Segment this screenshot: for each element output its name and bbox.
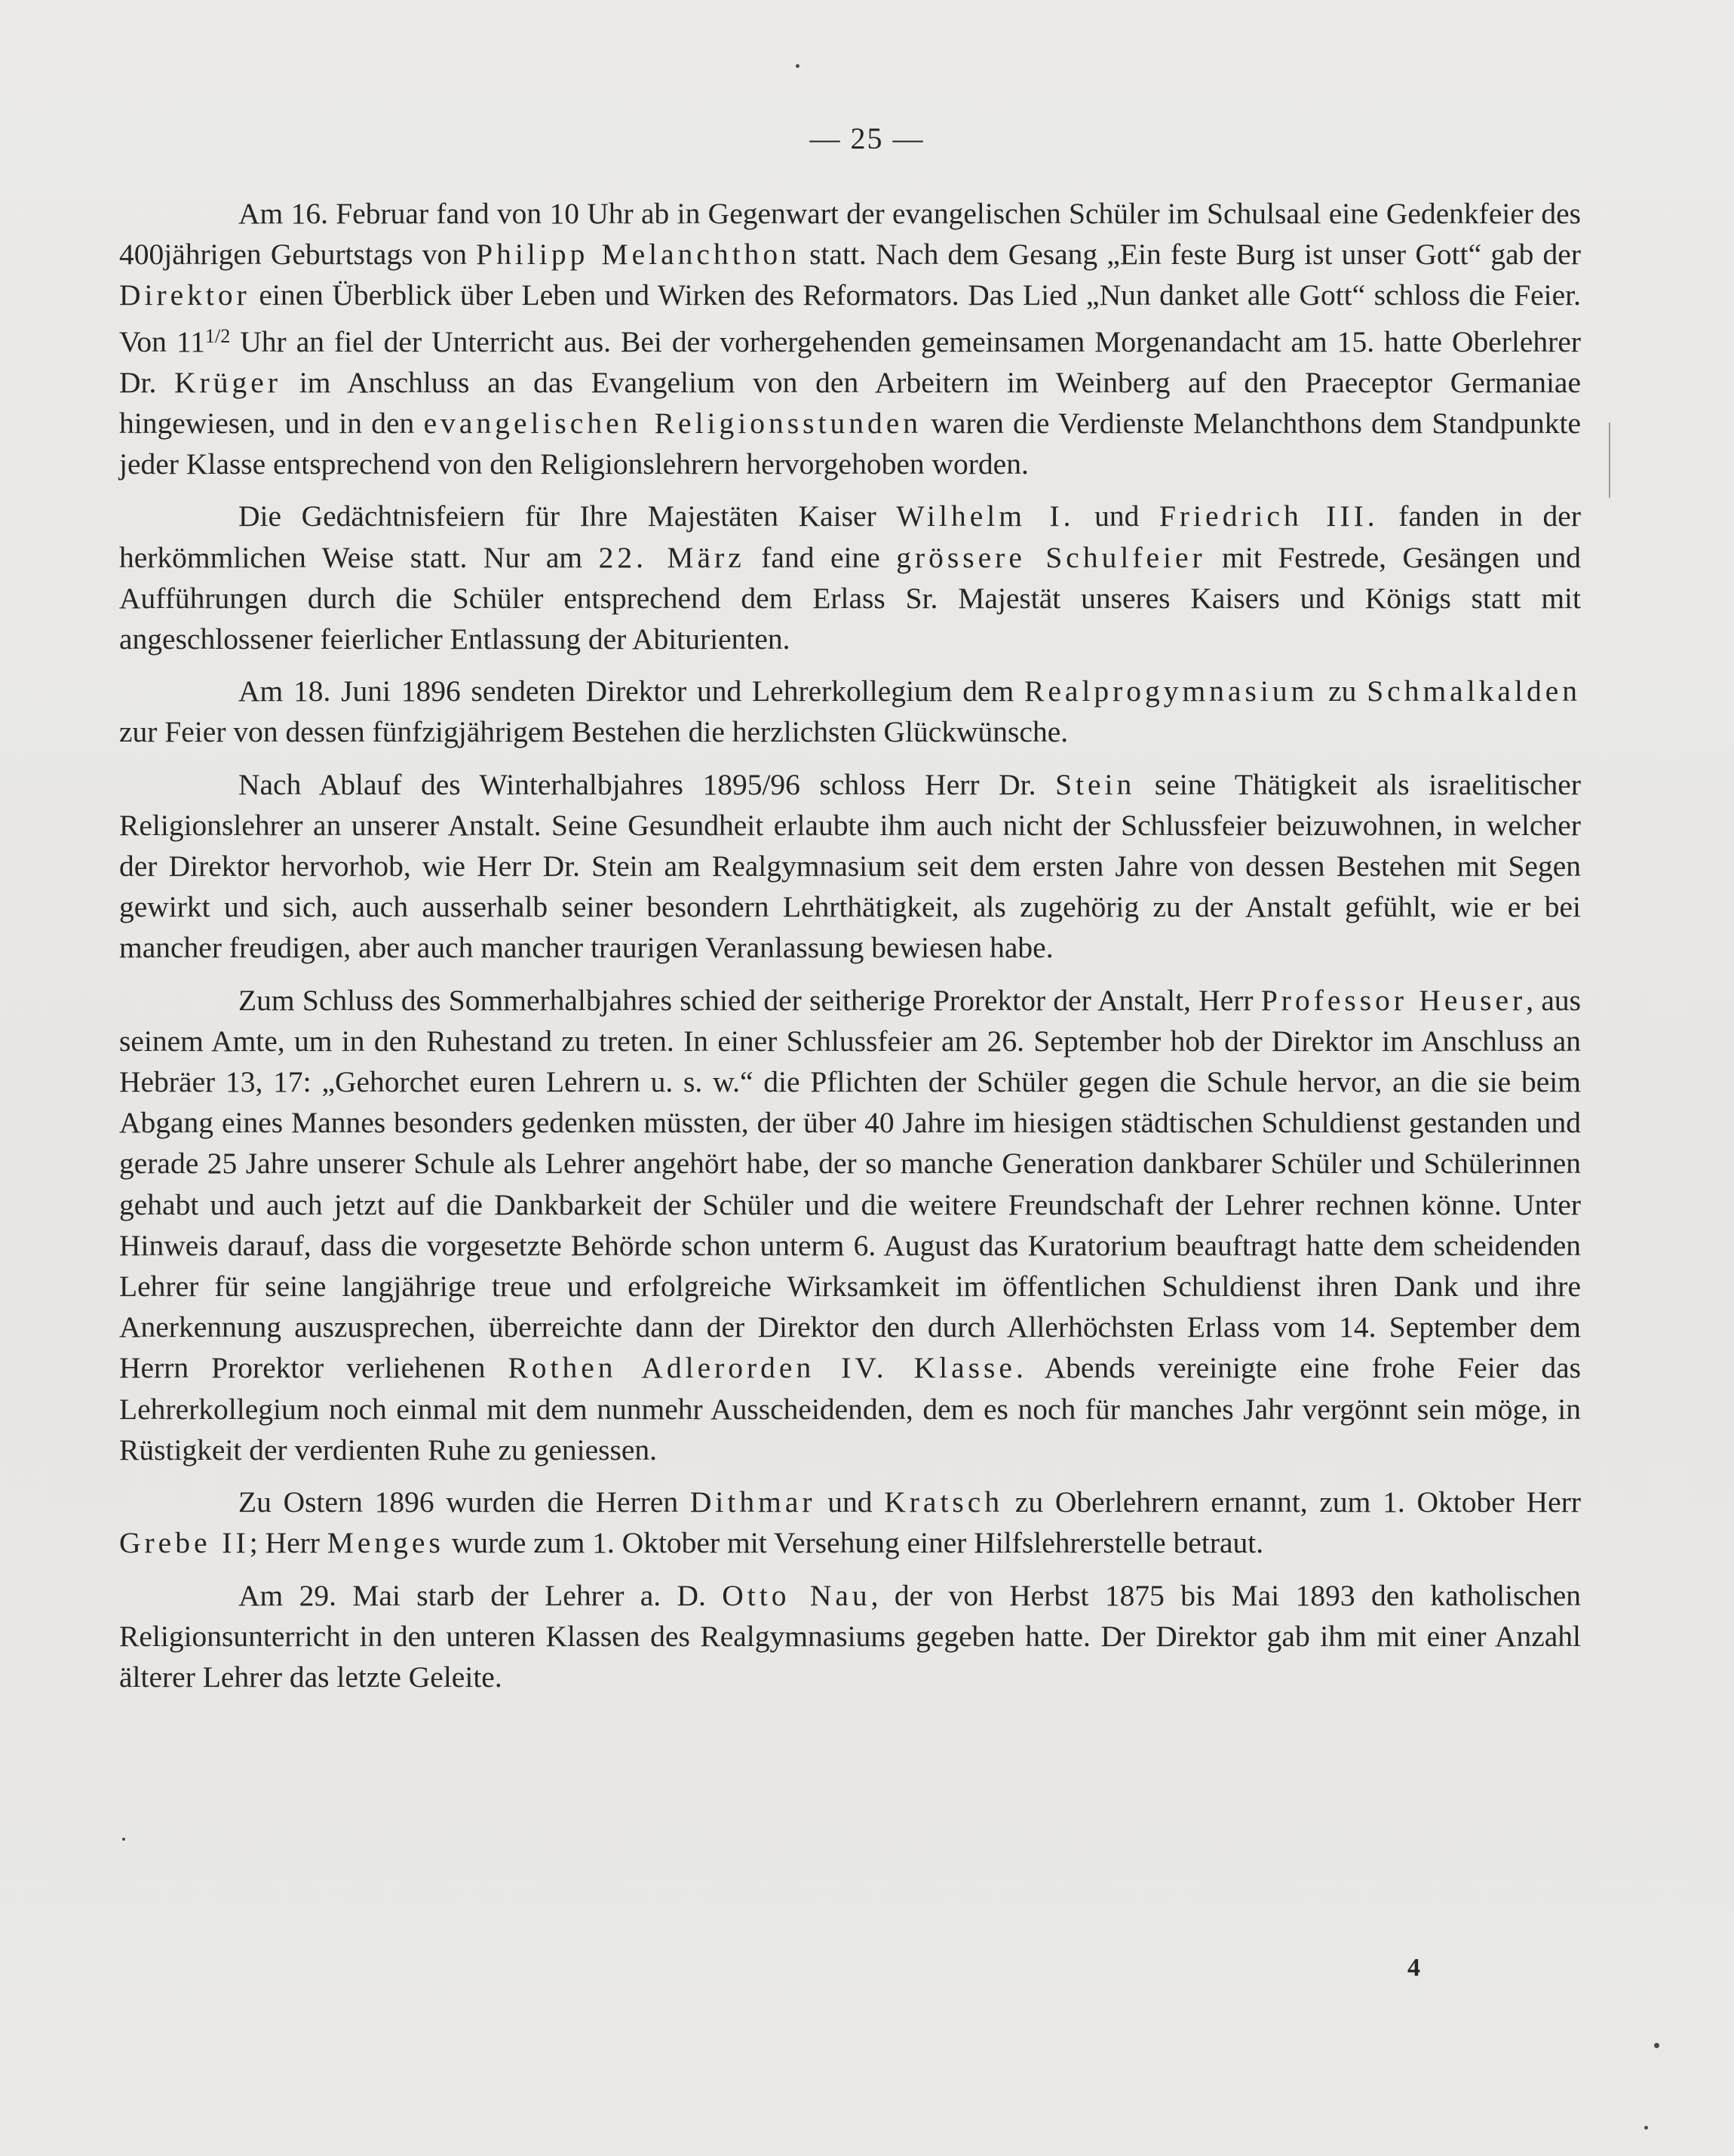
spaced-name-kratsch: Kratsch xyxy=(884,1485,1004,1519)
spaced-name-melanchthon: Philipp Melanchthon xyxy=(476,238,800,272)
spaced-name-otto-nau: Otto Nau xyxy=(722,1578,871,1612)
text-run: Uhr an fiel der Unterricht aus. Bei der vorhergehenden gemeinsamen Morgenandacht am 15. hatte Oberlehrer Dr. xyxy=(119,324,1582,399)
text-run: , aus seinem Amte, um in den Ruhestand zu treten. In einer Schlussfeier am 26. September hob der Direktor im Anschluss an Hebräer 13, 17: „Gehorchet euren Lehrern u. s. w.“ die Pflichten der Schüler gegen die Schule hervor, an die sie beim Abgang eines Mannes besonders gedenken müssten, der über 40 Jahre im hiesigen städtischen Schuldienst gestanden und gerade 25 Jahre unserer Schule als Lehrer angehört habe, der so manche Generation dankbarer Schüler und Schülerinnen gehabt und auch jetzt auf die Dankbarkeit der Schüler und die weitere Freundschaft der Lehrer rechnen könne. Unter Hinweis darauf, dass die vorgesetzte Behörde schon unterm 6. August das Kuratorium beauftragt hatte dem scheidenden Lehrer für seine langjährige treue und erfolgreiche Wirksamkeit im öffentlichen Schuldienst ihren Dank und ihre Anerkennung auszusprechen, überreichte dann der Direktor den durch Allerhöchsten Erlass vom 14. September dem Herrn Prorektor verliehenen xyxy=(119,983,1582,1385)
spaced-name-menges: Menges xyxy=(327,1526,444,1560)
text-run: , der von Herbst 1875 bis Mai 1893 den katholischen Religionsunterricht in den unteren Klassen des Realgymnasiums gegeben hatte. Der Direktor gab ihm mit einer Anzahl älterer Lehrer das letzte Geleite. xyxy=(119,1578,1581,1694)
spaced-word-direktor: Direktor xyxy=(119,278,250,312)
text-run: zur Feier von dessen fünfzigjährigem Bestehen die herzlichsten Glückwünsche. xyxy=(119,715,1069,749)
text-run: einen Überblick über Leben und Wirken des Reformators. Das Lied „Nun danket alle Gott“ schloss die Feier. Von 11 xyxy=(119,278,1581,358)
text-run: Die Gedächtnisfeiern für Ihre Majestäten Kaiser xyxy=(238,499,897,533)
binding-shadow xyxy=(1609,422,1610,498)
signature-mark: 4 xyxy=(1407,1954,1420,1982)
paragraph-schmalkalden xyxy=(119,671,1581,752)
spaced-name-dithmar: Dithmar xyxy=(689,1485,816,1519)
spaced-name-friedrich: Friedrich III. xyxy=(1159,499,1379,533)
spaced-name-stein: Stein xyxy=(1055,767,1136,801)
dust-speck xyxy=(796,64,799,68)
text-run: Zum Schluss des Sommerhalbjahres schied der seitherige Prorektor der Anstalt, Herr xyxy=(238,983,1261,1017)
dust-speck xyxy=(122,1838,125,1841)
text-run: fanden in der herkömmlichen Weise statt. Nur am xyxy=(119,499,1581,574)
text-run: . Abends vereinigte eine frohe Feier das Lehrerkollegium noch einmal mit dem nunmehr Ausscheidenden, dem es noch für manches Jahr vergönnt sein möge, in Rüstigkeit der verdienten Ruhe zu geniessen. xyxy=(119,1351,1581,1467)
spaced-word-schmalkalden: Schmalkalden xyxy=(1367,674,1581,708)
text-run: mit Festrede, Gesängen und Aufführungen durch die Schüler entsprechend dem Erlass Sr. Majestät unseres Kaisers und Königs statt mit angeschlossener feierlicher Entlassung der Abiturienten. xyxy=(119,540,1581,656)
body-text xyxy=(119,193,1581,1709)
spaced-date-maerz: 22. März xyxy=(598,540,745,574)
text-run: und xyxy=(1074,499,1159,533)
dust-speck xyxy=(1654,2043,1659,2048)
text-run: ; Herr xyxy=(249,1526,327,1560)
page-number: — 25 — xyxy=(809,121,925,155)
text-run: fand eine xyxy=(744,540,897,574)
spaced-phrase-schulfeier: grössere Schulfeier xyxy=(896,540,1206,574)
text-run: zu Oberlehrern ernannt, zum 1. Oktober Herr xyxy=(1003,1485,1582,1519)
spaced-name-grebe: Grebe II xyxy=(119,1526,250,1560)
spaced-word-realprogymnasium: Realprogymnasium xyxy=(1024,674,1318,708)
fraction-half: 1/2 xyxy=(205,324,231,347)
paragraph-otto-nau xyxy=(119,1575,1581,1698)
text-run: Am 18. Juni 1896 sendeten Direktor und Lehrerkollegium dem xyxy=(238,674,1025,708)
paragraph-professor-heuser xyxy=(119,980,1581,1470)
text-run: waren die Verdienste Melanchthons dem Standpunkte jeder Klasse entsprechend von den Religionslehrern hervorgehoben worden. xyxy=(119,407,1581,481)
text-run: statt. Nach dem Gesang „Ein feste Burg ist unser Gott“ gab der xyxy=(799,238,1581,272)
spaced-name-krueger: Krüger xyxy=(174,365,281,399)
paragraph-melanchthon-celebration xyxy=(119,193,1581,484)
text-run: und xyxy=(815,1485,885,1519)
spaced-phrase-adlerorden: Rothen Adlerorden IV. Klasse xyxy=(508,1351,1016,1385)
text-run: im Anschluss an das Evangelium von den Arbeitern im Weinberg auf den Praeceptor Germaniae hingewiesen, und in den xyxy=(119,365,1581,441)
paragraph-appointments xyxy=(119,1482,1581,1563)
paragraph-dr-stein xyxy=(119,764,1581,969)
spaced-name-wilhelm: Wilhelm I. xyxy=(896,499,1075,533)
spaced-name-heuser: Professor Heuser xyxy=(1260,983,1527,1017)
paragraph-memorial-celebrations xyxy=(119,496,1581,659)
text-run: Nach Ablauf des Winterhalbjahres 1895/96 schloss Herr Dr. xyxy=(238,767,1056,801)
text-run: zu xyxy=(1318,674,1367,708)
text-run: Zu Ostern 1896 wurden die Herren xyxy=(238,1485,690,1519)
text-run: seine Thätigkeit als israelitischer Religionslehrer an unserer Anstalt. Seine Gesundheit erlaubte ihm auch nicht der Schlussfeier beizuwohnen, in welcher der Direktor hervorhob, wie Herr Dr. Stein am Realgymnasium seit dem ersten Jahre von dessen Bestehen mit Segen gewirkt und sich, auch ausserhalb seiner besondern Lehrthätigkeit, als zugehörig zu der Anstalt gefühlt, wie er bei mancher freudigen, aber auch mancher traurigen Veranlassung bewiesen habe. xyxy=(119,767,1581,965)
text-run: wurde zum 1. Oktober mit Versehung einer Hilfslehrerstelle betraut. xyxy=(443,1526,1264,1560)
dust-speck xyxy=(1644,2126,1648,2130)
text-run: Am 29. Mai starb der Lehrer a. D. xyxy=(238,1578,723,1612)
text-run: Am 16. Februar fand von 10 Uhr ab in Gegenwart der evangelischen Schüler im Schulsaal eine Gedenkfeier des 400jährigen Geburtstags von xyxy=(119,197,1581,272)
spaced-phrase-religionsstunden: evangelischen Religionsstunden xyxy=(423,407,922,441)
